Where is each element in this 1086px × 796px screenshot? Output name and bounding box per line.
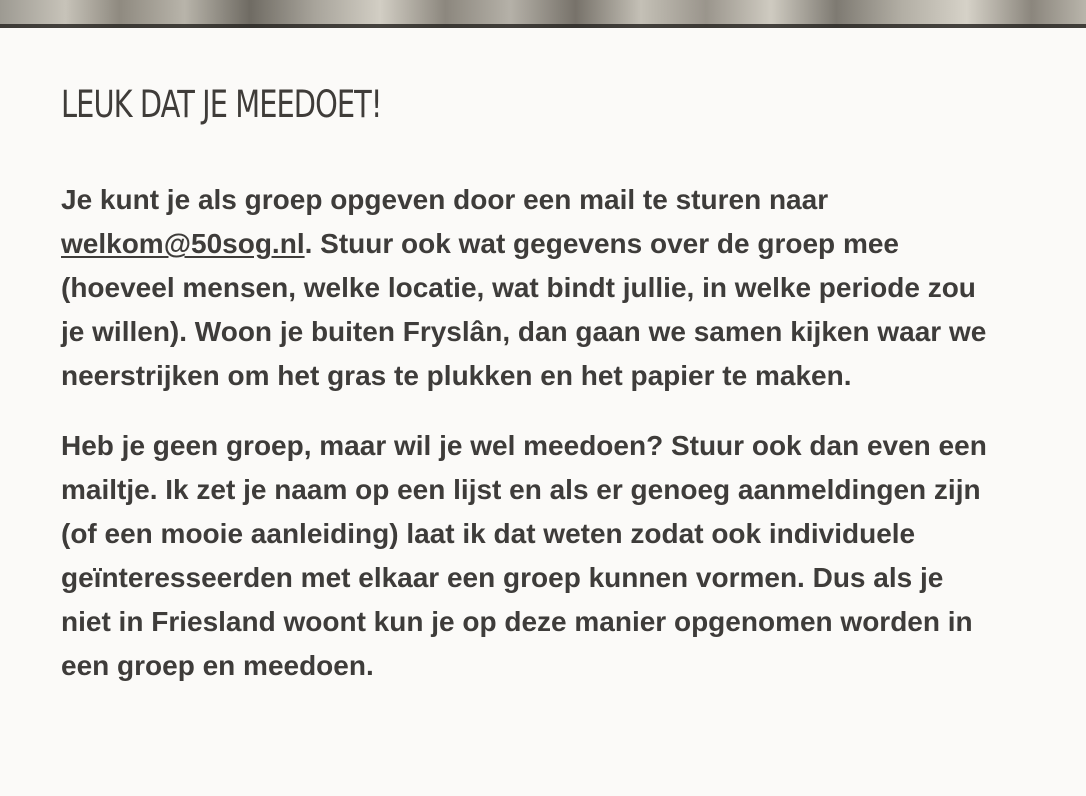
main-content: [61, 28, 991, 688]
paragraph-text-after-link: . Stuur ook wat gegevens over de groep mee (hoeveel mensen, welke locatie, wat bindt jullie, in welke periode zou je willen). Woon je buiten Fryslân, dan gaan we samen kijken waar we neerstrijken om het gras te plukken en het papier te maken.: [61, 228, 987, 391]
email-link[interactable]: welkom@50sog.nl: [61, 228, 305, 259]
signup-group-paragraph: [61, 178, 991, 398]
page-title: LEUK DAT JE MEEDOET!: [61, 83, 382, 126]
paragraph-text-before-link: Je kunt je als groep opgeven door een mail te sturen naar: [61, 184, 829, 215]
header-banner-image: [0, 0, 1086, 28]
individual-signup-paragraph: Heb je geen groep, maar wil je wel meedoen? Stuur ook dan even een mailtje. Ik zet je naam op een lijst en als er genoeg aanmeldingen zijn (of een mooie aanleiding) laat ik dat weten zodat ook individuele geïnteresseerden met elkaar een groep kunnen vormen. Dus als je niet in Friesland woont kun je op deze manier opgenomen worden in een groep en meedoen.: [61, 430, 987, 681]
